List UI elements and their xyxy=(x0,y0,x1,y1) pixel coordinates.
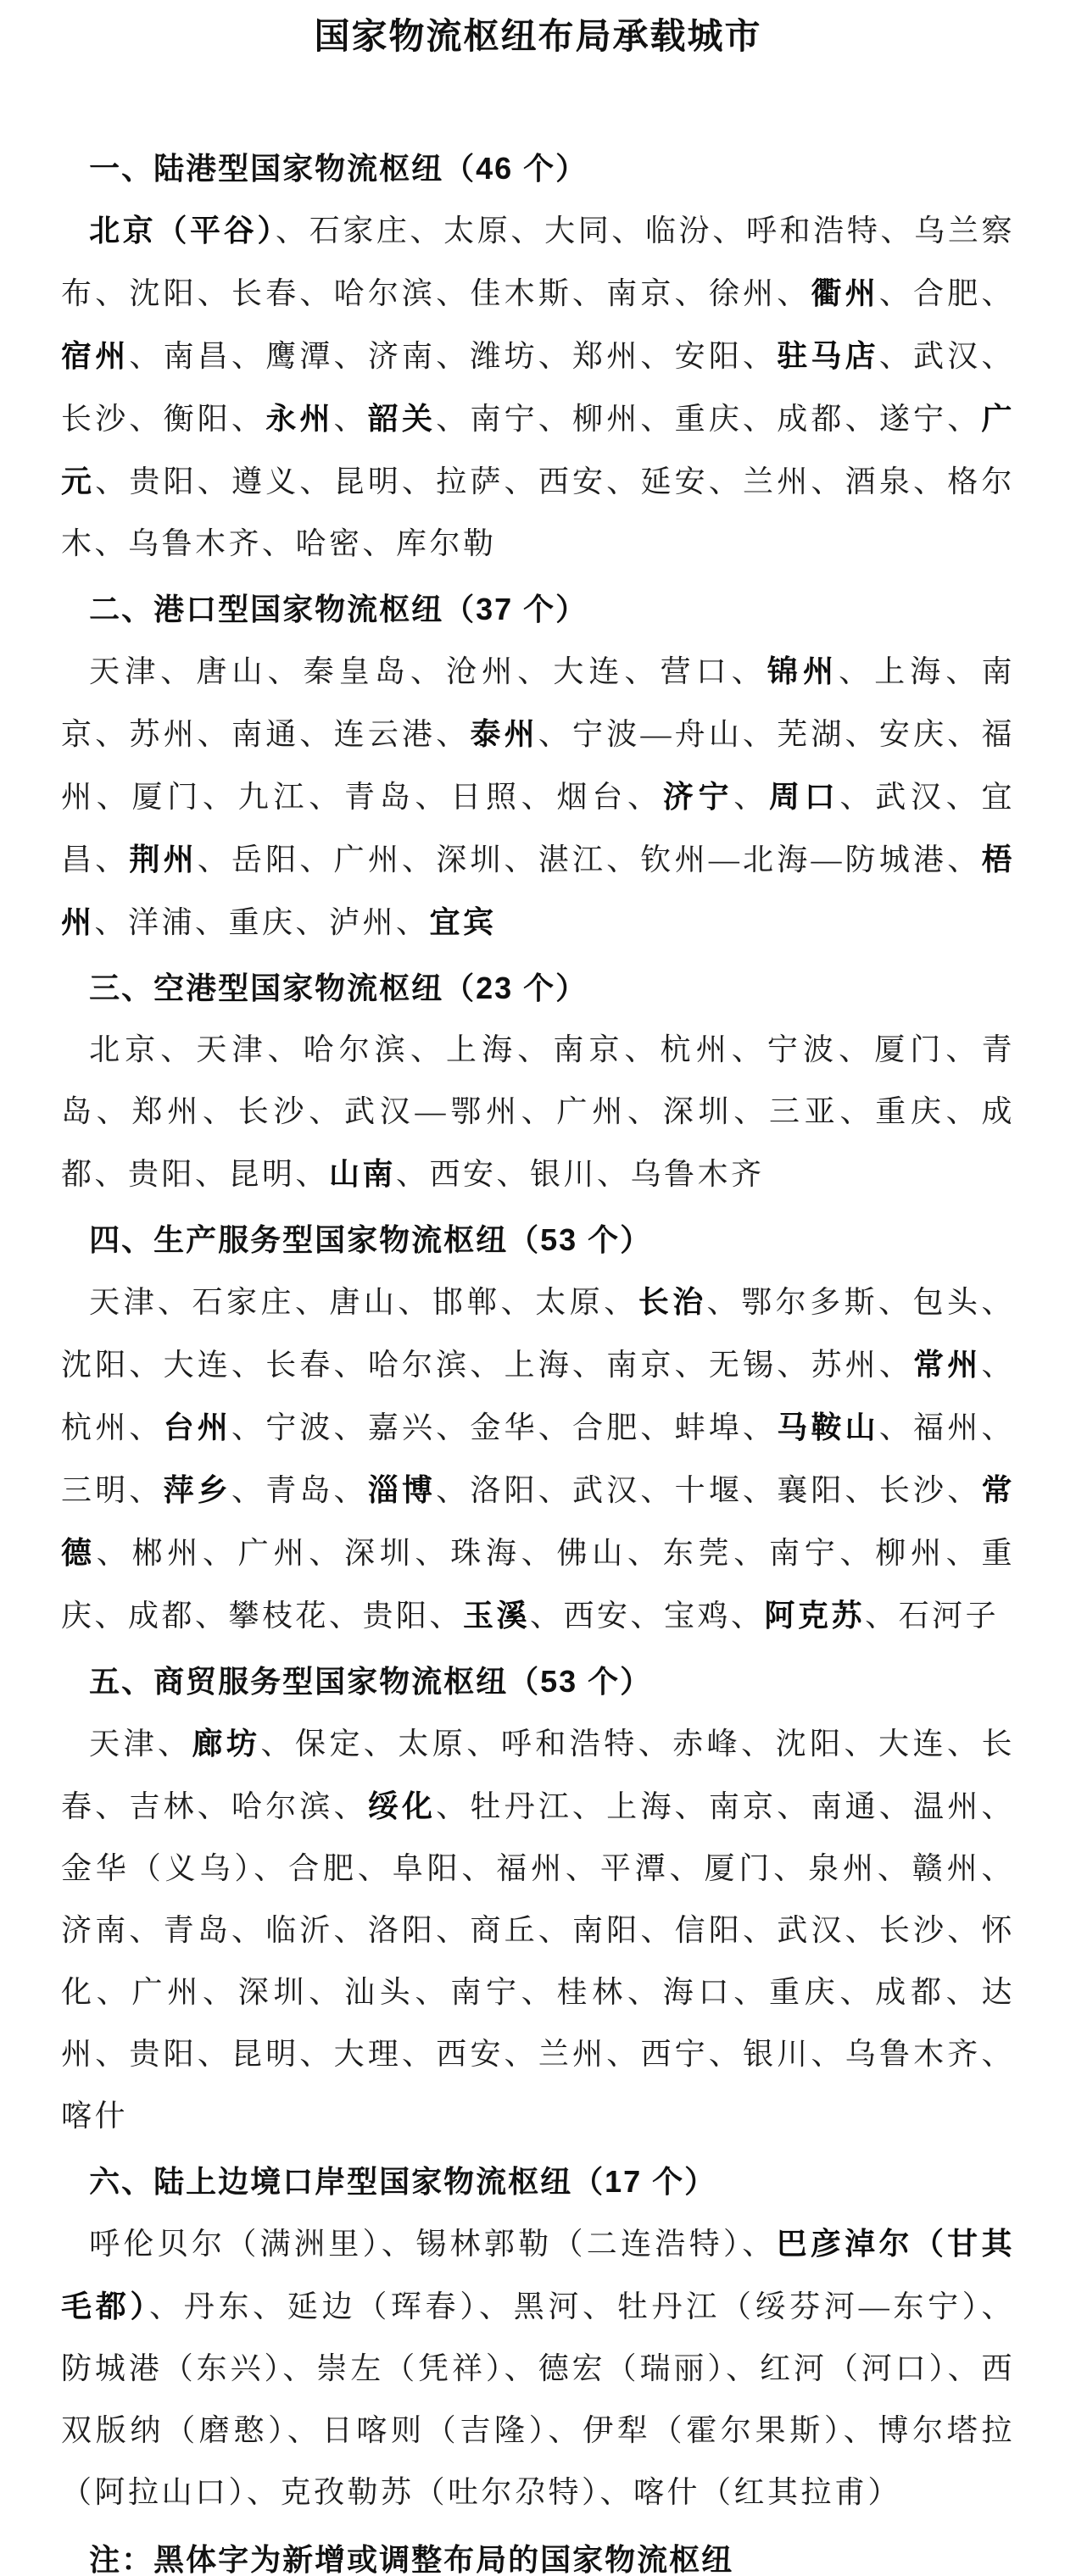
city-run: 、洛阳、武汉、十堰、襄阳、长沙、 xyxy=(436,1473,982,1507)
city-run: 、石家庄、太原、大同、临汾、呼和浩特、乌兰察布、沈阳、长春、哈尔滨、佳木斯、南京、徐州、 xyxy=(61,214,1015,310)
city-run-bold: 巴彦淖尔（甘其毛都） xyxy=(61,2226,1015,2323)
section-heading: 六、陆上边境口岸型国家物流枢纽（17 个） xyxy=(89,2164,717,2199)
city-run-bold: 马鞍山 xyxy=(777,1410,879,1444)
city-run-bold: 锦州 xyxy=(767,654,839,688)
city-run-bold: 萍乡 xyxy=(163,1472,232,1507)
city-run-bold: 淄博 xyxy=(367,1472,437,1507)
city-run-bold: 宿州 xyxy=(61,338,130,373)
city-run: 、南昌、鹰潭、济南、潍坊、郑州、安阳、 xyxy=(129,339,778,373)
city-list xyxy=(61,1019,1015,1205)
footnote: 注：黑体字为新增或调整布局的国家物流枢纽 xyxy=(89,2542,734,2576)
city-list xyxy=(61,640,1015,954)
document-title: 国家物流枢纽布局承载城市 xyxy=(314,18,762,57)
city-run-bold: 荆州 xyxy=(129,842,198,876)
city-run-bold: 玉溪 xyxy=(463,1598,531,1633)
city-run: 、 xyxy=(733,780,769,814)
city-run: 、南宁、柳州、重庆、成都、遂宁、 xyxy=(436,402,982,436)
city-run: 、武汉、长沙、衡阳、 xyxy=(61,339,1015,436)
hub-section xyxy=(61,957,1015,1205)
city-run-bold: 常德 xyxy=(61,1472,1015,1570)
city-run-bold: 常州 xyxy=(913,1347,982,1382)
city-run-bold: 山南 xyxy=(329,1156,397,1191)
city-run-bold: 廊坊 xyxy=(192,1726,261,1761)
city-run-bold: 梧州 xyxy=(61,842,1015,939)
city-run-bold: 驻马店 xyxy=(777,338,879,373)
city-run-bold: 广元 xyxy=(61,401,1015,498)
section-heading: 三、空港型国家物流枢纽（23 个） xyxy=(89,971,588,1005)
city-run: 、丹东、延边（珲春）、黑河、牡丹江（绥芬河—东宁）、防城港（东兴）、崇左（凭祥）、德宏（瑞丽）、红河（河口）、西双版纳（磨憨）、日喀则（吉隆）、伊犁（霍尔果斯）、博尔塔拉（阿拉山口）、克孜勒苏（吐尔尕特）、喀什（红其拉甫） xyxy=(61,2289,1015,2509)
city-list xyxy=(61,199,1015,575)
city-run-bold: 泰州 xyxy=(470,716,538,751)
city-run: 天津、石家庄、唐山、邯郸、太原、 xyxy=(89,1285,638,1319)
city-run: 天津、 xyxy=(89,1727,192,1761)
city-run-bold: 绥化 xyxy=(367,1789,437,1823)
city-run: 、郴州、广州、深圳、珠海、佛山、东莞、南宁、柳州、重庆、成都、攀枝花、贵阳、 xyxy=(61,1536,1015,1633)
city-run: 、牡丹江、上海、南京、南通、温州、金华（义乌）、合肥、阜阳、福州、平潭、厦门、泉州、赣州、济南、青岛、临沂、洛阳、商丘、南阳、信阳、武汉、长沙、怀化、广州、深圳、汕头、南宁、桂林、海口、重庆、成都、达州、贵阳、昆明、大理、西安、兰州、西宁、银川、乌鲁木齐、喀什 xyxy=(61,1789,1015,2133)
city-run: 、杭州、 xyxy=(61,1348,1015,1444)
city-run-bold: 周口 xyxy=(768,779,840,814)
city-run: 、西安、银川、乌鲁木齐 xyxy=(396,1157,765,1191)
city-run: 、洋浦、重庆、泸州、 xyxy=(94,905,430,939)
city-run: 天津、唐山、秦皇岛、沧州、大连、营口、 xyxy=(89,654,767,688)
city-run: 、武汉、宜昌、 xyxy=(61,780,1015,876)
city-run: 、保定、太原、呼和浩特、赤峰、沈阳、大连、长春、吉林、哈尔滨、 xyxy=(61,1727,1015,1823)
city-run-bold: 台州 xyxy=(163,1410,232,1444)
city-run: 北京、天津、哈尔滨、上海、南京、杭州、宁波、厦门、青岛、郑州、长沙、武汉—鄂州、广州、深圳、三亚、重庆、成都、贵阳、昆明、 xyxy=(61,1032,1015,1191)
city-run-bold: 阿克苏 xyxy=(764,1598,866,1633)
city-run: 、岳阳、广州、深圳、湛江、钦州—北海—防城港、 xyxy=(197,843,982,876)
hub-section xyxy=(61,2150,1015,2523)
city-list xyxy=(61,1712,1015,2147)
city-run: 、青岛、 xyxy=(231,1473,368,1507)
hub-section xyxy=(61,1650,1015,2147)
city-run-bold: 韶关 xyxy=(367,401,437,436)
city-run: 、上海、南京、苏州、南通、连云港、 xyxy=(61,654,1015,751)
city-run-bold: 衢州 xyxy=(811,275,879,310)
city-run: 、福州、三明、 xyxy=(61,1410,1015,1507)
section-heading: 五、商贸服务型国家物流枢纽（53 个） xyxy=(89,1664,653,1699)
city-run: 、宁波—舟山、芜湖、安庆、福州、厦门、九江、青岛、日照、烟台、 xyxy=(61,717,1015,814)
city-list xyxy=(61,1271,1015,1647)
section-heading: 二、港口型国家物流枢纽（37 个） xyxy=(89,592,588,626)
city-run: 、 xyxy=(333,402,368,436)
city-run: 、西安、宝鸡、 xyxy=(530,1599,765,1633)
city-run: 、石河子 xyxy=(865,1599,1000,1633)
city-run-bold: 长治 xyxy=(638,1284,707,1319)
city-run-bold: 济宁 xyxy=(662,779,734,814)
hub-section xyxy=(61,137,1015,575)
hub-section xyxy=(61,1209,1015,1647)
section-heading: 一、陆港型国家物流枢纽（46 个） xyxy=(89,151,588,186)
city-run: 、合肥、 xyxy=(878,276,1015,310)
hub-section xyxy=(61,578,1015,954)
city-run: 、鄂尔多斯、包头、沈阳、大连、长春、哈尔滨、上海、南京、无锡、苏州、 xyxy=(61,1285,1015,1382)
sections-container xyxy=(61,137,1015,2523)
city-run: 呼伦贝尔（满洲里）、锡林郭勒（二连浩特）、 xyxy=(89,2227,777,2261)
city-run-bold: 宜宾 xyxy=(429,904,497,939)
city-run-bold: 北京（平谷） xyxy=(89,213,276,248)
city-run-bold: 永州 xyxy=(265,401,334,436)
section-heading: 四、生产服务型国家物流枢纽（53 个） xyxy=(89,1222,653,1257)
city-run: 、宁波、嘉兴、金华、合肥、蚌埠、 xyxy=(231,1410,778,1444)
city-run: 、贵阳、遵义、昆明、拉萨、西安、延安、兰州、酒泉、格尔木、乌鲁木齐、哈密、库尔勒 xyxy=(61,465,1015,560)
city-list xyxy=(61,2212,1015,2523)
